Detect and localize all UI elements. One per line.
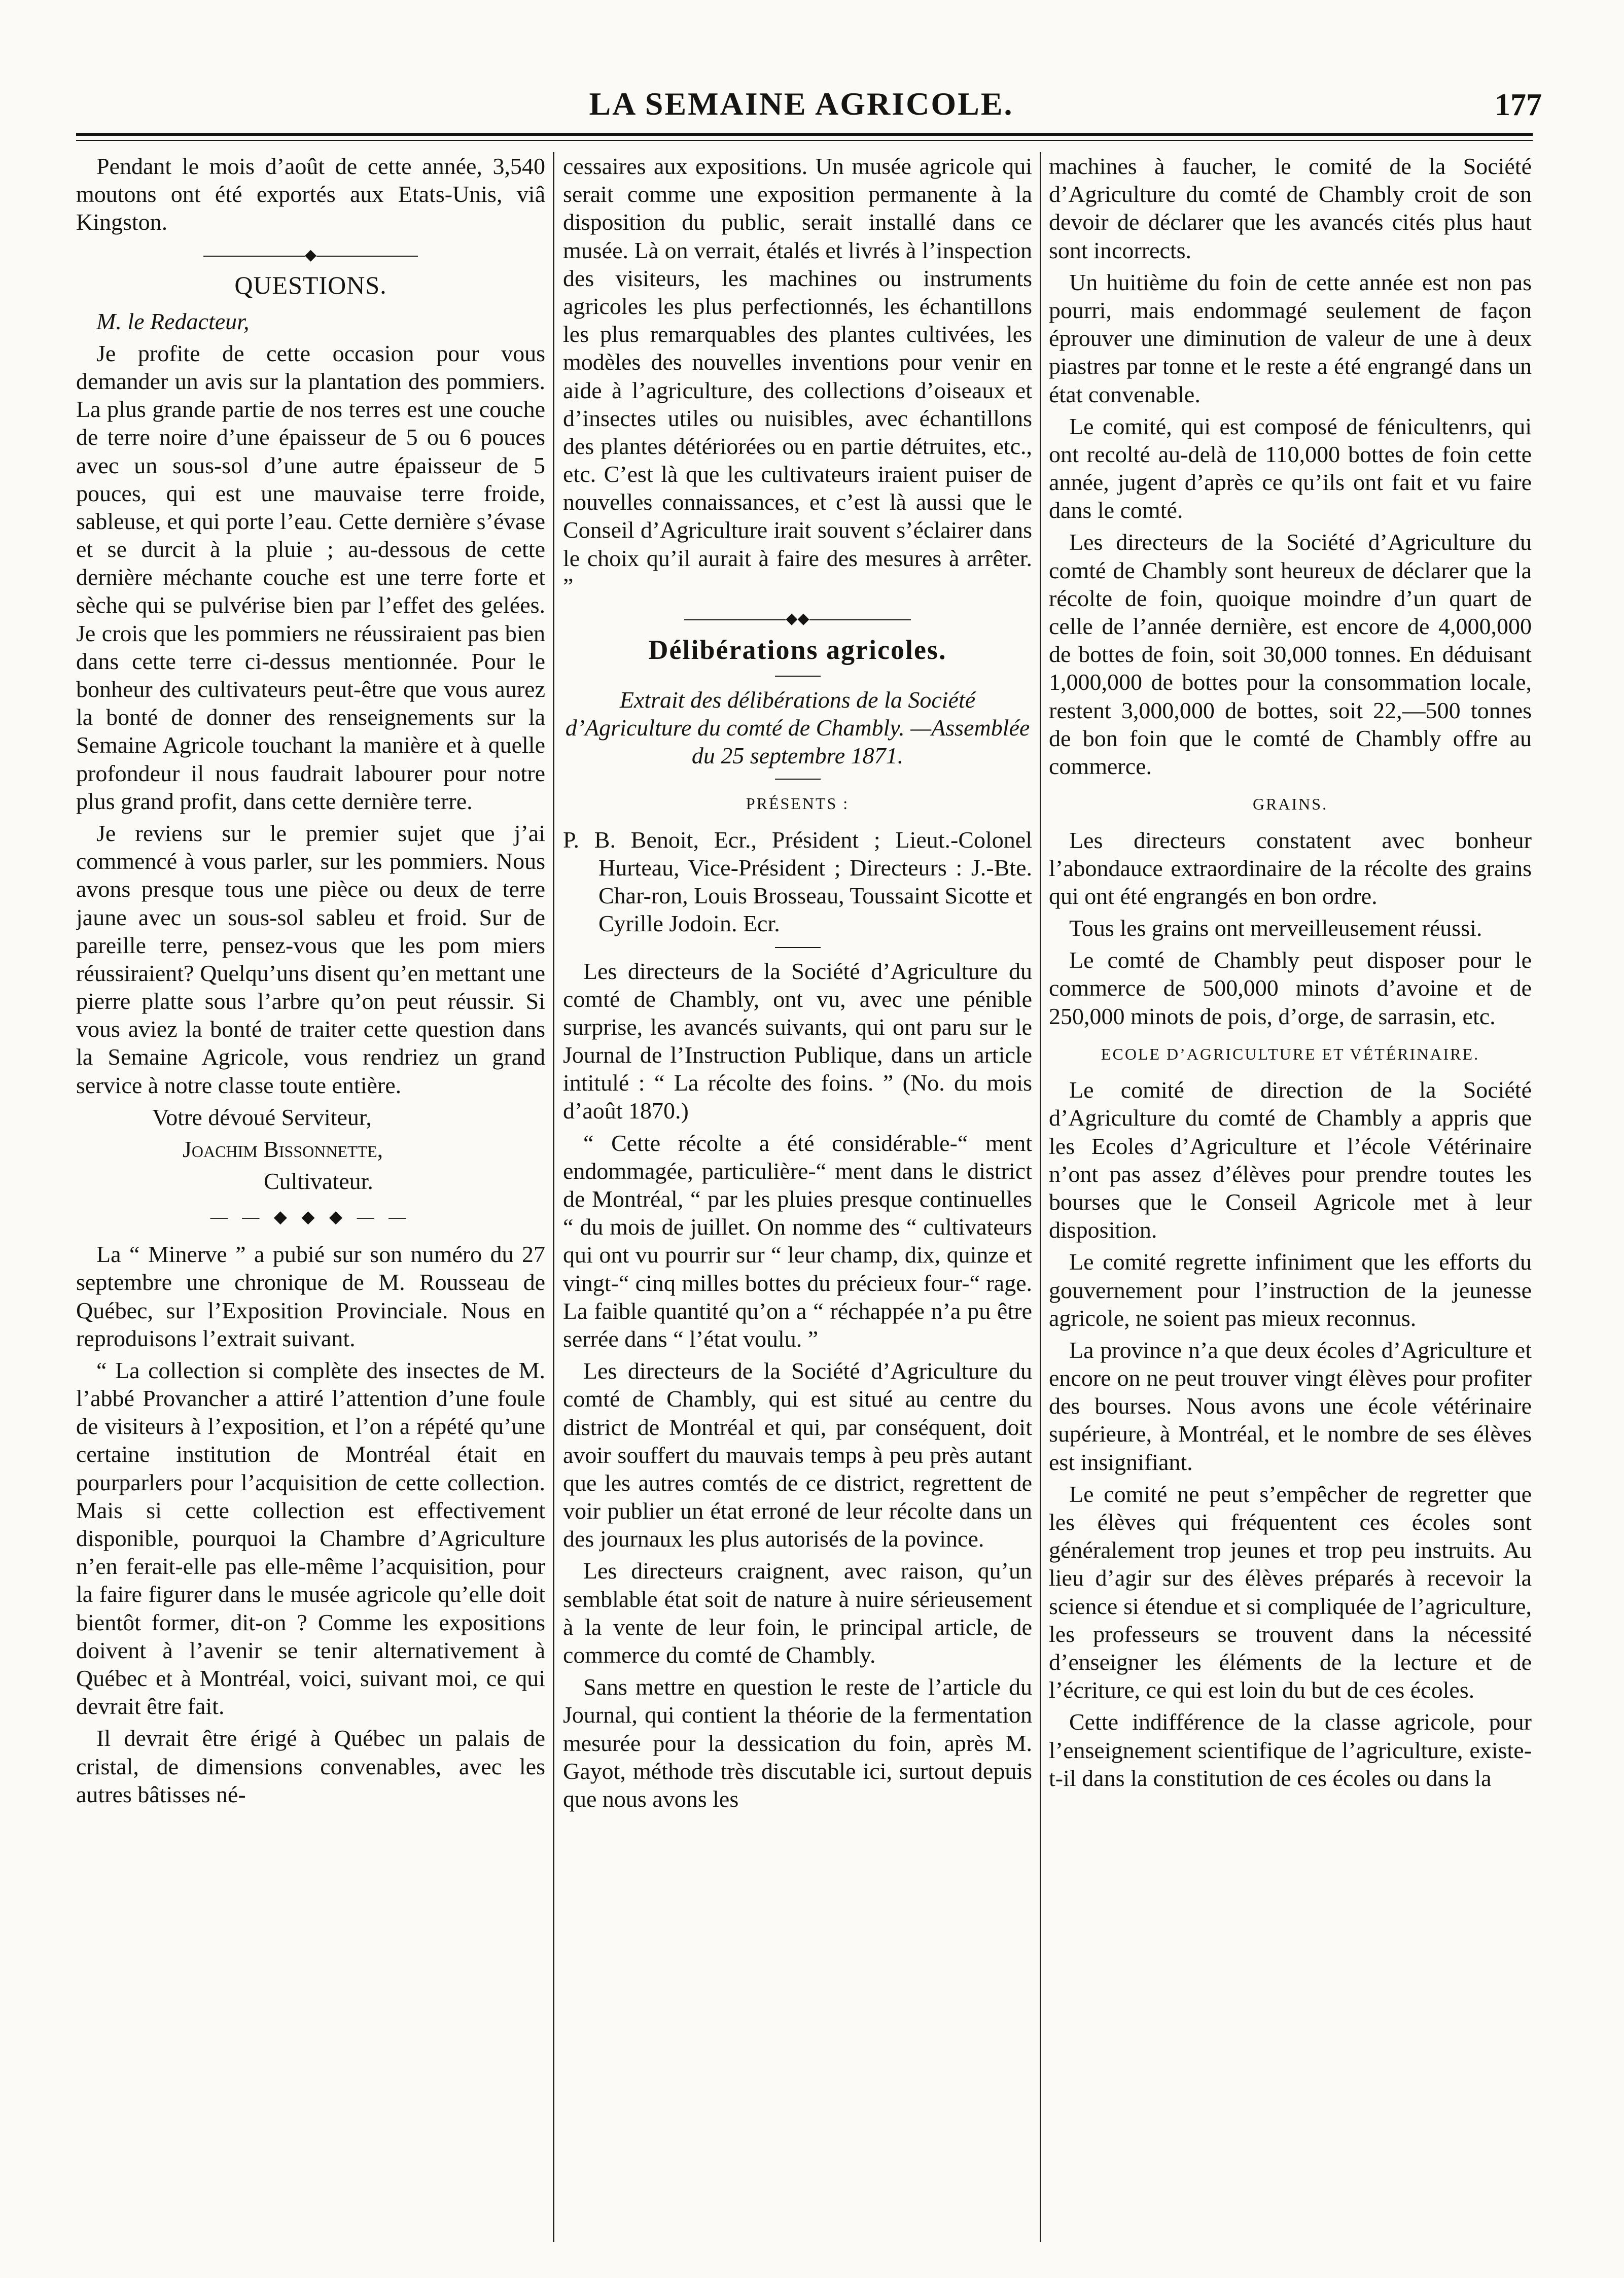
short-rule xyxy=(775,676,821,677)
ecole-paragraph-4: Le comité ne peut s’empêcher de regretter que les élèves qui fréquentent ces écoles sont généralement trop jeunes et trop peu instruits. Au lieu d’agir sur des élèves préparés à recevoir la science si étendue et si compliquée de l’agriculture, les professeurs se trouvent dans la nécessité d’enseigner les éléments de la lecture et de l’écriture, ce qui est loin du but de ces écoles. xyxy=(1049,1481,1532,1703)
signature-title: Cultivateur. xyxy=(264,1168,373,1195)
column-divider-1 xyxy=(553,152,554,2242)
ecole-heading: ECOLE D’AGRICULTURE ET VÉTÉRINAIRE. xyxy=(1101,1044,1480,1063)
short-rule xyxy=(775,947,821,948)
hay-paragraph-2: Le comité, qui est composé de fénicultenrs, qui ont recolté au-delà de 110,000 bottes de foin cette année, jugent d’après ce qu’ils ont fait et vu faire dans le comté. xyxy=(1049,413,1532,523)
deliberations-heading: Délibérations agricoles. xyxy=(648,635,947,665)
continuation-paragraph: machines à faucher, le comité de la Société d’Agriculture du comté de Chambly croit de son devoir de déclarer que les avancés cités plus haut sont incorrects. xyxy=(1049,153,1532,263)
grains-paragraph-3: Le comté de Chambly peut disposer pour le commerce de 500,000 minots d’avoine et de 250,000 minots de pois, d’orge, de sarrasin, etc. xyxy=(1049,947,1532,1029)
presents-list: P. B. Benoit, Ecr., Président ; Lieut.-Colonel Hurteau, Vice-Président ; Directeurs : J.-Bte. Char-ron, Louis Brosseau, Toussaint Sicotte et Cyrille Jodoin. Ecr. xyxy=(563,826,1032,937)
salutation: M. le Redacteur, xyxy=(96,308,250,334)
extract-intro: Extrait des délibérations de la Société d’Agriculture du comté de Chambly. —Assemblée du 25 septembre 1871. xyxy=(565,686,1030,769)
hay-paragraph-1: Un huitième du foin de cette année est non pas pourri, mais endommagé seulement de façon éprouver une diminution de valeur de une à deux piastres par tonne et le reste a été engrangé dans un état convenable. xyxy=(1049,269,1532,407)
minerve-intro: La “ Minerve ” a pubié sur son numéro du 27 septembre une chronique de M. Rousseau de Québec, sur l’Exposition Provinciale. Nous en reproduisons l’extrait suivant. xyxy=(76,1241,545,1351)
presents-heading: PRÉSENTS : xyxy=(746,794,850,813)
ecole-paragraph-5: Cette indifférence de la classe agricole, pour l’enseignement scientifique de l’agriculture, existe-t-il dans la constitution de ces écoles ou dans la xyxy=(1049,1709,1532,1791)
page-header xyxy=(61,76,1542,129)
grains-paragraph-1: Les directeurs constatent avec bonheur l’abondauce extraordinaire de la récolte des grains qui ont été engrangés en bon ordre. xyxy=(1049,827,1532,909)
column-divider-2 xyxy=(1040,152,1041,2242)
hay-paragraph-3: Les directeurs de la Société d’Agriculture du comté de Chambly sont heureux de déclarer que la récolte de foin, quoique moindre d’un quart de celle de l’année dernière, est encore de 4,000,000 de bottes de foin, soit 30,000 tonnes. En déduisant 1,000,000 de bottes pour la consommation locale, restent 3,000,000 de bottes, soit 22,—500 tonnes de bon foin que le comté de Chambly offre au commerce. xyxy=(1049,529,1532,779)
page-number: 177 xyxy=(1495,88,1542,122)
chambly-paragraph-3: Les directeurs craignent, avec raison, qu’un semblable état soit de nature à nuire sérieusement à la vente de leur foin, le principal article, de commerce du comté de Chambly. xyxy=(563,1558,1032,1668)
ecole-paragraph-1: Le comité de direction de la Société d’Agriculture du comté de Chambly a appris que les Ecoles d’Agriculture et l’école Vétérinaire n’ont pas assez d’élèves pour prendre toutes les bourses que le Conseil Agricole met à leur disposition. xyxy=(1049,1077,1532,1243)
header-rule-thick xyxy=(76,133,1533,136)
ecole-paragraph-3: La province n’a que deux écoles d’Agriculture et encore on ne peut trouver vingt élèves pour profiter des bourses. Nous avons une école vétérinaire supérieure, à Montréal, et le nombre de ses élèves est insignifiant. xyxy=(1049,1337,1532,1475)
separator-ornament: — — ◆ ◆ ◆ — — xyxy=(210,1208,411,1227)
short-rule xyxy=(775,779,821,780)
separator-ornament: ◆◆ xyxy=(563,611,1032,626)
quote-paragraph-2: Il devrait être érigé à Québec un palais de cristal, de dimensions convenables, avec les autres bâtisses né- xyxy=(76,1725,545,1807)
signature-closing: Votre dévoué Serviteur, xyxy=(152,1104,372,1130)
column-3 xyxy=(1049,152,1532,2242)
column-2 xyxy=(563,152,1032,2242)
letter-paragraph-2: Je reviens sur le premier sujet que j’ai commencé à vous parler, sur les pommiers. Nous avons presque tous une pièce ou deux de terre jaune avec un sous-sol sableu et froid. Sur de pareille terre, pensez-vous que les pom miers réussiraient? Quelqu’uns disent qu’en mettant une pierre platte sous l’arbre qu’on peut réussir. Si vous aviez la bonté de traiter cette question dans la Semaine Agricole, vous rendriez un grand service à notre classe toute entière. xyxy=(76,820,545,1098)
export-notice: Pendant le mois d’août de cette année, 3,540 moutons ont été exportés aux Etats-Unis, viâ Kingston. xyxy=(76,153,545,235)
grains-paragraph-2: Tous les grains ont merveilleusement réussi. xyxy=(1069,915,1482,941)
chambly-quote: “ Cette récolte a été considérable-“ ment endommagée, particulière-“ ment dans le district de Montréal, “ par les pluies presque continuelles “ du mois de juillet. On nomme des “ cultivateurs qui ont vu pourrir sur “ leur champ, dix, quinze et vingt-“ cinq milles bottes du précieux four-“ rage. La faible quantité qu’on a “ réchappée n’a pu être serrée dans “ l’état voulu. ” xyxy=(563,1130,1032,1352)
masthead-title: LA SEMAINE AGRICOLE. xyxy=(589,86,1014,122)
signature-name: Joachim Bissonnette, xyxy=(183,1136,383,1162)
header-rule-thin xyxy=(76,140,1533,141)
quote-continuation: cessaires aux expositions. Un musée agricole qui serait comme une exposition permanente à la disposition du public, serait installé dans ce musée. Là on verrait, étalés et livrés à l’inspection des visiteurs, les machines ou instruments agricoles les plus perfectionnés, les échantillons les plus remarquables des plantes cultivées, les modèles des nouvelles inventions pour venir en aide à l’agriculture, des collections d’oiseaux et d’insectes utiles ou nuisibles, avec échantillons des plantes détériorées ou en partie détruites, etc., etc. C’est là que les cultivateurs iraient puiser de nouvelles connaissances, et c’est là aussi que le Conseil d’Agriculture irait souvent s’éclairer dans le choix qu’il aurait à faire des mesures à arrêter. ” xyxy=(563,153,1032,599)
separator-ornament: ◆ xyxy=(76,248,545,263)
questions-heading: QUESTIONS. xyxy=(234,270,387,299)
column-1 xyxy=(76,152,545,2242)
chambly-paragraph-1: Les directeurs de la Société d’Agriculture du comté de Chambly, ont vu, avec une pénible surprise, les avancés suivants, qui ont paru sur le Journal de l’Instruction Publique, dans un article intitulé : “ La récolte des foins. ” (No. du mois d’août 1870.) xyxy=(563,958,1032,1124)
letter-paragraph-1: Je profite de cette occasion pour vous demander un avis sur la plantation des pommiers. La plus grande partie de nos terres est une couche de terre noire d’une épaisseur de 5 ou 6 pouces avec un sous-sol d’une autre épaisseur de 5 pouces, qui est une mauvaise terre froide, sableuse, et qui porte l’eau. Cette dernière s’évase et se durcit à la pluie ; au-dessous de cette dernière méchante couche est une terre forte et sèche qui se pulvérise bien par l’effet des gelées. Je crois que les pommiers ne réussiraient pas bien dans cette terre ci-dessus mentionnée. Pour le bonheur des cultivateurs peut-être que vous aurez la bonté de donner des renseignements sur la Semaine Agricole touchant la manière et à quelle profondeur il nous faudrait labourer pour notre plus grand profit, dans cette dernière terre. xyxy=(76,340,545,814)
chambly-paragraph-2: Les directeurs de la Société d’Agriculture du comté de Chambly, qui est situé au centre du district de Montréal et qui, par conséquent, doit avoir souffert du mauvais temps à peu près autant que les autres comtés de ce district, regrettent de voir publier un état erroné de leur récolte dans un des journaux les plus autorisés de la povince. xyxy=(563,1358,1032,1552)
grains-heading: GRAINS. xyxy=(1252,795,1328,814)
chambly-paragraph-4: Sans mettre en question le reste de l’article du Journal, qui contient la théorie de la fermentation mesurée pour la dessication du foin, après M. Gayot, méthode très discutable ici, surtout depuis que nous avons les xyxy=(563,1674,1032,1812)
ecole-paragraph-2: Le comité regrette infiniment que les efforts du gouvernement pour l’instruction de la jeunesse agricole, ne soient pas mieux reconnus. xyxy=(1049,1249,1532,1331)
quote-paragraph-1: “ La collection si complète des insectes de M. l’abbé Provancher a attiré l’attention d’une foule de visiteurs à l’exposition, et l’on a répété qu’une certaine institution de Montréal était en pourparlers pour l’acquisition de cette collection. Mais si cette collection est effectivement disponible, pourquoi la Chambre d’Agriculture n’en ferait-elle pas elle-même l’acquisition, pour la faire figurer dans le musée agricole qu’elle doit bientôt former, dit-on ? Comme les expositions doivent à l’avenir se tenir alternativement à Québec et à Montréal, voici, suivant moi, ce qui devrait être fait. xyxy=(76,1357,545,1720)
